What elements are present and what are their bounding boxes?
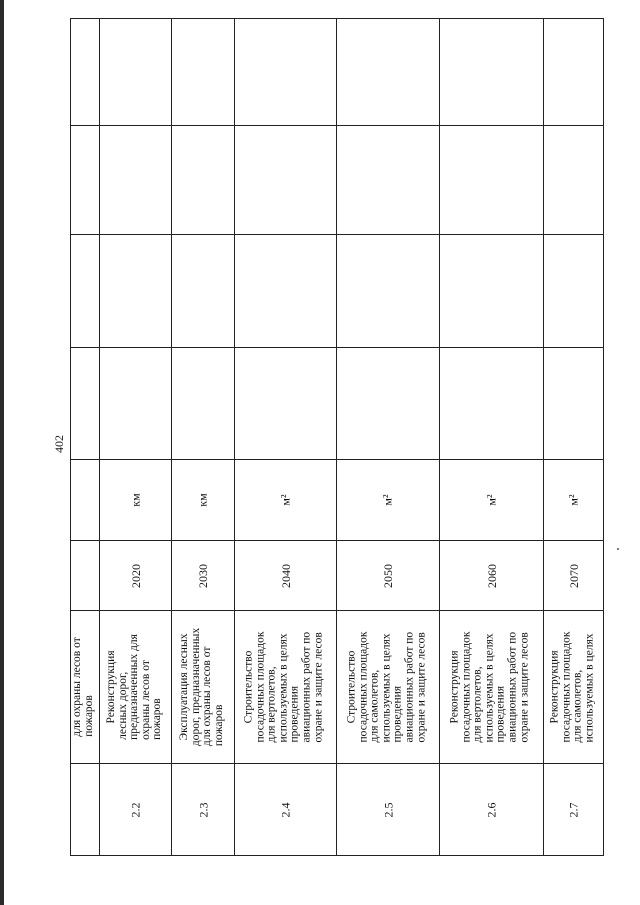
table-row-continued-name	[71, 611, 99, 763]
row-number-cell	[172, 764, 234, 855]
name-line: охране и защите лесов	[518, 632, 531, 743]
name-line: для вертолетов,	[471, 666, 484, 743]
name-line: пожаров	[82, 695, 95, 737]
row-code-cell	[544, 541, 603, 610]
row-code-cell	[337, 541, 439, 610]
name-line: авиационных работ по	[506, 631, 519, 743]
name-line: посадочных площадок	[356, 631, 369, 743]
name-line: посадочных площадок	[254, 631, 267, 743]
name-line: проведения	[494, 685, 507, 743]
name-line: для самолетов,	[571, 669, 584, 743]
name-line: проведения	[288, 685, 301, 743]
name-line: пожаров	[150, 698, 163, 740]
row-unit: м²	[380, 494, 395, 506]
name-line: для вертолетов,	[265, 666, 278, 743]
row-number-cell	[337, 764, 439, 855]
page-number: 402	[52, 435, 66, 453]
name-line: Строительство	[345, 650, 357, 724]
name-line: авиационных работ по	[300, 631, 313, 743]
column-divider	[70, 125, 604, 126]
row-unit: км	[128, 493, 143, 507]
name-line: используемых в целях	[277, 633, 290, 743]
row-code-cell	[172, 541, 234, 610]
column-divider	[70, 347, 604, 348]
row-code: 2050	[381, 563, 395, 588]
row-name-cell	[172, 611, 234, 763]
table-bottom-border	[70, 855, 604, 856]
row-unit: м²	[566, 494, 581, 506]
row-unit-cell	[235, 460, 336, 540]
name-line: Эксплуатация лесных	[178, 633, 191, 741]
row-code: 2070	[566, 563, 581, 588]
scan-speck	[617, 548, 619, 550]
row-unit-cell	[440, 460, 543, 540]
row-unit-cell	[172, 460, 234, 540]
row-number-cell	[544, 764, 603, 855]
row-number: 2.5	[381, 802, 395, 817]
row-number-cell	[235, 764, 336, 855]
name-line: Реконструкция	[548, 650, 561, 724]
row-name-cell	[100, 611, 171, 763]
row-number-cell	[440, 764, 543, 855]
name-line: охраны лесов от	[139, 660, 152, 740]
name-line: для самолетов,	[368, 669, 381, 743]
row-number: 2.4	[278, 802, 293, 817]
table-right-border	[603, 18, 604, 856]
name-line: проведения	[391, 685, 404, 743]
table-top-border	[70, 18, 604, 19]
row-code-cell	[100, 541, 171, 610]
row-unit: м²	[278, 494, 293, 506]
name-line: для охраны лесов от	[71, 637, 83, 737]
row-number: 2.6	[484, 802, 499, 817]
name-line: Строительство	[242, 650, 255, 724]
scan-page-edge	[0, 0, 4, 905]
row-code-cell	[235, 541, 336, 610]
name-line: посадочных площадок	[560, 631, 573, 743]
name-line: авиационных работ по	[402, 631, 415, 743]
name-line: для охраны лесов от	[201, 646, 214, 747]
name-line: лесных дорог,	[116, 671, 129, 740]
name-line: пожаров	[212, 704, 225, 747]
row-number: 2.2	[128, 802, 143, 817]
name-line: Реконструкция	[104, 650, 117, 724]
row-number: 2.3	[196, 802, 210, 817]
row-code: 2020	[128, 563, 143, 588]
row-name-cell	[544, 611, 603, 763]
name-line: предназначенных для	[127, 634, 140, 740]
row-code-cell	[440, 541, 543, 610]
row-unit: км	[196, 493, 210, 507]
name-line: используемых в целях	[379, 633, 392, 743]
row-code: 2060	[484, 563, 499, 588]
name-line: дорог, предназначенных	[189, 627, 202, 747]
row-unit-cell	[544, 460, 603, 540]
name-line: посадочных площадок	[460, 631, 473, 743]
row-name-cell	[235, 611, 336, 763]
row-unit-cell	[337, 460, 439, 540]
column-divider	[70, 234, 604, 235]
name-line: Реконструкция	[448, 650, 461, 724]
row-unit-cell	[100, 460, 171, 540]
data-table	[70, 18, 604, 856]
row-name-cell	[440, 611, 543, 763]
row-code: 2040	[278, 563, 293, 588]
name-line: используемых в целях	[583, 633, 596, 743]
row-number: 2.7	[566, 802, 581, 817]
name-line: используемых в целях	[483, 633, 496, 743]
name-line: охране и защите лесов	[414, 632, 427, 743]
row-name-cell	[337, 611, 439, 763]
row-unit: м²	[484, 494, 499, 506]
name-line: охране и защите лесов	[312, 632, 325, 743]
row-number-cell	[100, 764, 171, 855]
row-code: 2030	[196, 563, 210, 588]
